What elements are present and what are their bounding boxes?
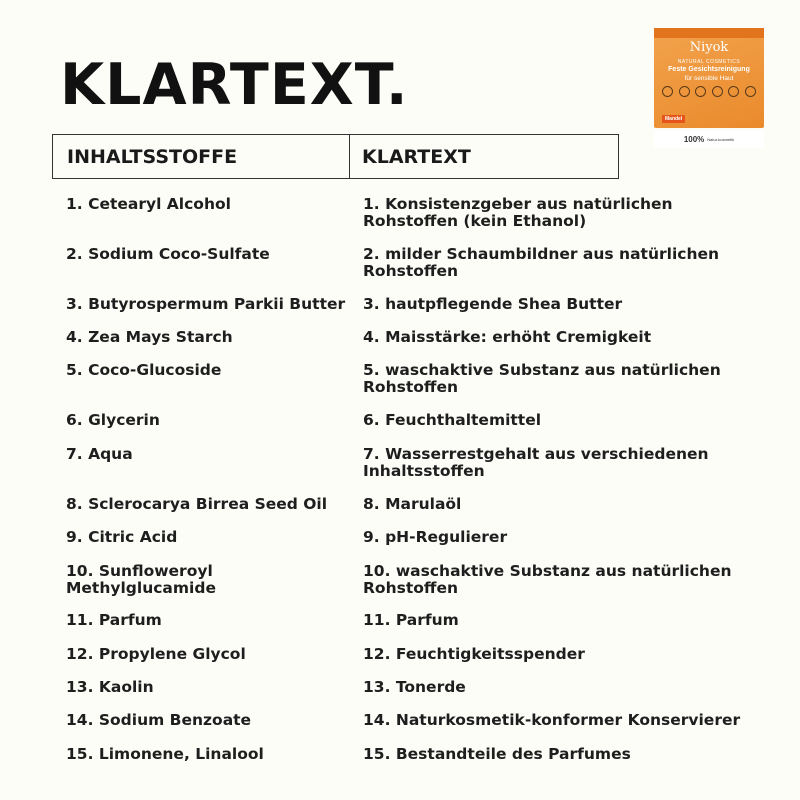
package-note-main: 100%: [683, 134, 705, 144]
product-package-image: [654, 28, 764, 148]
ingredient-explanation: 2. milder Schaumbildner aus natürlichen Rohstoffen: [363, 245, 720, 280]
ingredient-explanation: 3. hautpflegende Shea Butter: [363, 295, 623, 313]
feature-icon: [695, 86, 706, 97]
ingredient-explanation: 5. waschaktive Substanz aus natürlichen Rohstoffen: [363, 361, 721, 396]
ingredient-name: 13. Kaolin: [66, 678, 154, 696]
package-brand: Niyok: [689, 40, 729, 55]
ingredient-explanation: 4. Maisstärke: erhöht Cremigkeit: [363, 328, 652, 346]
package-subtitle: NATURAL COSMETICS: [677, 59, 741, 65]
page-title: KLARTEXT.: [60, 52, 409, 118]
package-note: [654, 130, 764, 148]
package-product-line2: für sensible Haut: [684, 75, 734, 82]
feature-icon: [745, 86, 756, 97]
ingredient-name: 4. Zea Mays Starch: [66, 328, 233, 346]
ingredient-explanation: 10. waschaktive Substanz aus natürlichen Rohstoffen: [363, 562, 732, 597]
ingredient-name: 2. Sodium Coco-Sulfate: [66, 245, 270, 263]
ingredient-name: 10. Sunfloweroyl Methylglucamide: [66, 562, 216, 597]
ingredient-name: 5. Coco-Glucoside: [66, 361, 222, 379]
ingredient-name: 6. Glycerin: [66, 411, 160, 429]
ingredient-explanation: 15. Bestandteile des Parfumes: [363, 745, 631, 763]
ingredient-name: 3. Butyrospermum Parkii Butter: [66, 295, 346, 313]
ingredient-explanation: 12. Feuchtigkeitsspender: [363, 645, 585, 663]
ingredient-explanation: 14. Naturkosmetik-konformer Konservierer: [363, 711, 741, 729]
package-note-small: Natur-kosmetik: [707, 136, 735, 142]
ingredient-name: 1. Cetearyl Alcohol: [66, 195, 231, 213]
ingredient-explanation: 7. Wasserrestgehalt aus verschiedenen Inhaltsstoffen: [363, 445, 709, 480]
ingredient-explanation: 8. Marulaöl: [363, 495, 462, 513]
package-stripe: [654, 28, 764, 38]
ingredient-explanation: 6. Feuchthaltemittel: [363, 411, 542, 429]
ingredient-explanation: 11. Parfum: [363, 611, 459, 629]
feature-icon: [679, 86, 690, 97]
ingredient-explanation: 9. pH-Regulierer: [363, 528, 508, 546]
ingredient-name: 11. Parfum: [66, 611, 162, 629]
ingredient-name: 8. Sclerocarya Birrea Seed Oil: [66, 495, 328, 513]
ingredient-explanation: 1. Konsistenzgeber aus natürlichen Rohstoffen (kein Ethanol): [363, 195, 673, 230]
ingredient-name: 15. Limonene, Linalool: [66, 745, 264, 763]
ingredient-name: 14. Sodium Benzoate: [66, 711, 252, 729]
package-icons: [662, 86, 756, 100]
feature-icon: [712, 86, 723, 97]
ingredient-explanation: 13. Tonerde: [363, 678, 466, 696]
package-product-line1: Feste Gesichtsreinigung: [668, 66, 750, 73]
feature-icon: [728, 86, 739, 97]
ingredient-name: 7. Aqua: [66, 445, 133, 463]
ingredient-name: 12. Propylene Glycol: [66, 645, 246, 663]
header-ingredients: INHALTSSTOFFE: [53, 135, 350, 178]
feature-icon: [662, 86, 673, 97]
header-klartext: KLARTEXT: [362, 145, 471, 168]
package-tag: Mandel: [662, 115, 685, 123]
table-header: [52, 134, 619, 179]
ingredient-name: 9. Citric Acid: [66, 528, 178, 546]
